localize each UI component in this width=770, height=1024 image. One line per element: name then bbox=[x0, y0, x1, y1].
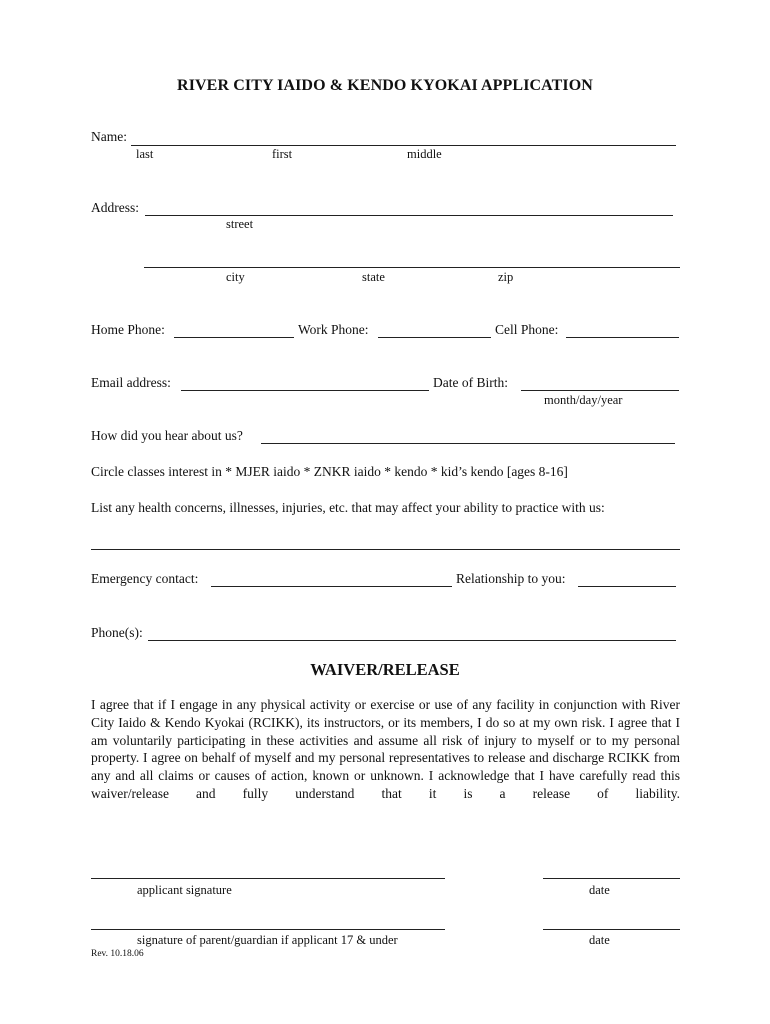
address-sub-state: state bbox=[362, 270, 385, 284]
work-phone-field[interactable] bbox=[378, 337, 491, 338]
date2-field[interactable] bbox=[543, 929, 680, 930]
name-label: Name: bbox=[91, 129, 127, 144]
relationship-label: Relationship to you: bbox=[456, 571, 566, 586]
email-label: Email address: bbox=[91, 375, 171, 390]
waiver-text: I agree that if I engage in any physical activity or exercise or use of any facility in conjunction with River City Iaido & Kendo Kyokai (RCIKK), its instructors, or its members, I do so at my own risk. I agree that I am voluntarily participating in these activities and assume all risk of injury to myself or to my personal property. I agree on behalf of myself and my personal representatives to release and discharge RCIKK from any and all claims or causes of action, known or unknown. I acknowledge that I have carefully read this waiver/release and fully understand that it is a release of liability. bbox=[91, 697, 680, 801]
guardian-signature-label: signature of parent/guardian if applicant 17 & under bbox=[137, 933, 398, 947]
name-sub-first: first bbox=[272, 147, 293, 161]
classes-line: Circle classes interest in * MJER iaido * ZNKR iaido * kendo * kid’s kendo [ages 8-16] bbox=[91, 464, 568, 479]
relationship-field[interactable] bbox=[578, 586, 676, 587]
dob-field[interactable] bbox=[521, 390, 679, 391]
hear-label: How did you hear about us? bbox=[91, 428, 243, 443]
guardian-signature-field[interactable] bbox=[91, 929, 445, 930]
home-phone-field[interactable] bbox=[174, 337, 294, 338]
name-field[interactable] bbox=[131, 145, 676, 146]
address-sub-city: city bbox=[226, 270, 245, 284]
cell-phone-label: Cell Phone: bbox=[495, 322, 559, 337]
address-sub-street: street bbox=[226, 217, 254, 231]
address-sub-zip: zip bbox=[498, 270, 514, 284]
applicant-signature-field[interactable] bbox=[91, 878, 445, 879]
dob-format: month/day/year bbox=[544, 393, 623, 407]
home-phone-label: Home Phone: bbox=[91, 322, 165, 337]
form-title: RIVER CITY IAIDO & KENDO KYOKAI APPLICATION bbox=[177, 77, 593, 94]
hear-field[interactable] bbox=[261, 443, 675, 444]
waiver-heading: WAIVER/RELEASE bbox=[310, 660, 460, 679]
address-label: Address: bbox=[91, 200, 139, 215]
health-label: List any health concerns, illnesses, injuries, etc. that may affect your ability to practice with us: bbox=[91, 500, 605, 515]
emergency-field[interactable] bbox=[211, 586, 452, 587]
phones-field[interactable] bbox=[148, 640, 676, 641]
cell-phone-field[interactable] bbox=[566, 337, 679, 338]
health-field[interactable] bbox=[91, 549, 680, 550]
applicant-signature-label: applicant signature bbox=[137, 883, 232, 897]
email-field[interactable] bbox=[181, 390, 429, 391]
date1-field[interactable] bbox=[543, 878, 680, 879]
dob-label: Date of Birth: bbox=[433, 375, 508, 390]
phones-label: Phone(s): bbox=[91, 625, 143, 640]
revision-note: Rev. 10.18.06 bbox=[91, 949, 144, 959]
work-phone-label: Work Phone: bbox=[298, 322, 369, 337]
name-sub-middle: middle bbox=[407, 147, 442, 161]
address-city-field[interactable] bbox=[144, 267, 680, 268]
emergency-label: Emergency contact: bbox=[91, 571, 199, 586]
date2-label: date bbox=[589, 933, 610, 947]
address-street-field[interactable] bbox=[145, 215, 673, 216]
name-sub-last: last bbox=[136, 147, 154, 161]
date1-label: date bbox=[589, 883, 610, 897]
